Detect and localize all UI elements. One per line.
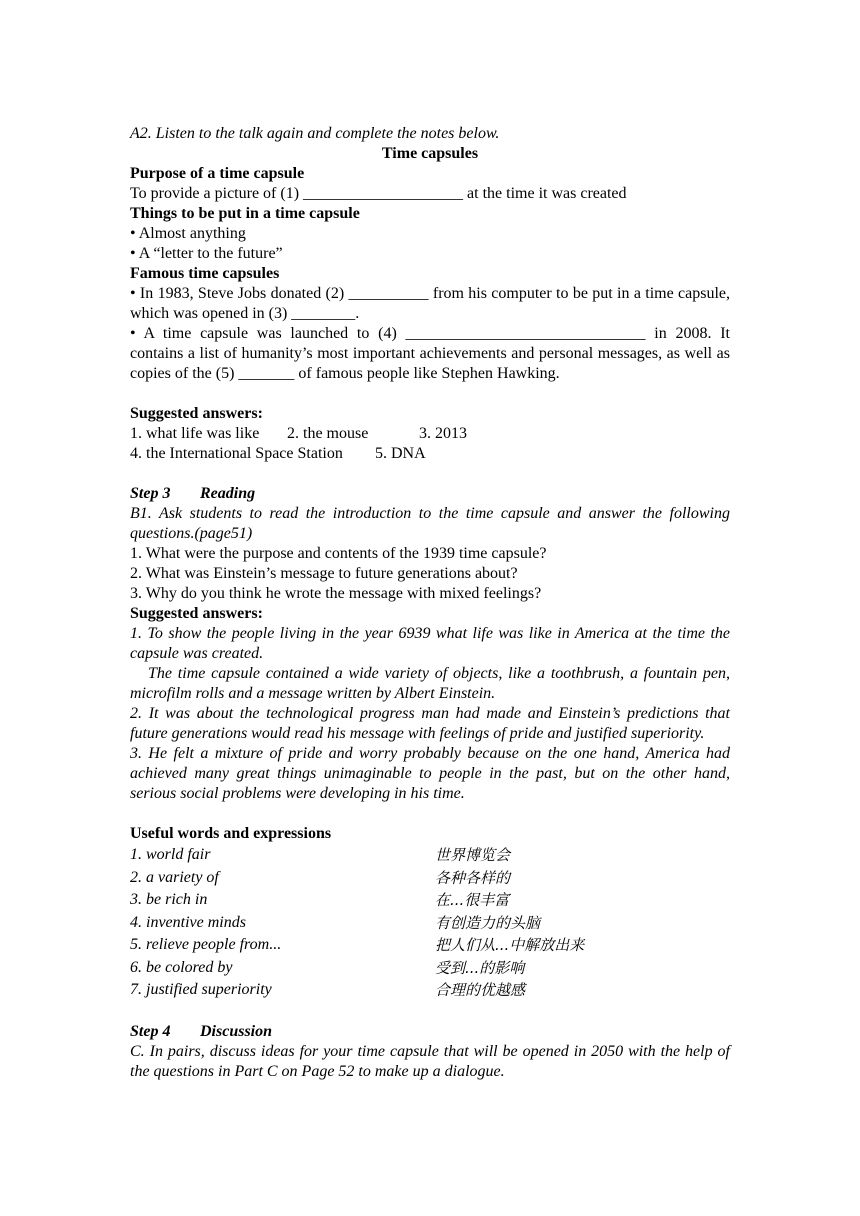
a2-instruction: A2. Listen to the talk again and complete the notes below.: [130, 125, 500, 142]
word-row: [130, 934, 730, 957]
word-en: 2. a variety of: [130, 868, 219, 886]
word-en: 6. be colored by: [130, 958, 233, 976]
word-zh: 受到...的影响: [435, 958, 525, 977]
step3-answer-1b: The time capsule contained a wide variety of objects, like a toothbrush, a fountain pen, microfilm rolls and a message written by Albert Einstein.: [130, 665, 730, 702]
step3-heading: [130, 484, 730, 504]
a2-answers-heading: Suggested answers:: [130, 405, 263, 422]
step4-name: Discussion: [200, 1022, 273, 1040]
word-zh: 有创造力的头脑: [435, 913, 541, 932]
things-item: • Almost anything: [130, 225, 246, 242]
step3-answer-3: 3. He felt a mixture of pride and worry probably because on the one hand, America had achieved many great things unimaginable to people in the past, but on the other hand, serious social problems were developing in his time.: [130, 745, 730, 802]
a2-answers-row-1: [130, 424, 730, 444]
step3-answers-heading: Suggested answers:: [130, 605, 263, 622]
word-zh: 合理的优越感: [435, 981, 526, 999]
step4-heading: [130, 1022, 730, 1042]
word-row: [130, 889, 730, 912]
famous-item-1: • In 1983, Steve Jobs donated (2) __________ from his computer to be put in a time capsule, which was opened in (3) ________.: [130, 285, 730, 322]
useful-heading: Useful words and expressions: [130, 825, 332, 842]
useful-words-list: [130, 844, 730, 1002]
c-instruction: C. In pairs, discuss ideas for your time capsule that will be opened in 2050 with the help of the questions in Part C on Page 52 to make up a dialogue.: [130, 1042, 730, 1080]
question: 2. What was Einstein’s message to future generations about?: [130, 565, 518, 582]
word-row: [130, 912, 730, 935]
word-en: 7. justified superiority: [130, 981, 272, 998]
word-en: 5. relieve people from...: [130, 936, 282, 953]
word-zh: 在...很丰富: [435, 891, 510, 909]
word-row: [130, 979, 730, 1002]
a2-answers-row-2: [130, 444, 730, 464]
famous-heading: Famous time capsules: [130, 265, 280, 282]
word-zh: 各种各样的: [435, 868, 511, 887]
step3-answer-1a: 1. To show the people living in the year 6939 what life was like in America at the time the capsule was created.: [130, 625, 730, 662]
purpose-text: To provide a picture of (1) ____________________ at the time it was created: [130, 185, 627, 202]
answer-1: 1. what life was like: [130, 425, 260, 442]
things-heading: Things to be put in a time capsule: [130, 205, 360, 222]
things-item: • A “letter to the future”: [130, 245, 283, 262]
step3-answer-2: 2. It was about the technological progress man had made and Einstein’s predictions that future generations would read his message with feelings of pride and justified superiority.: [130, 705, 730, 742]
word-row: [130, 867, 730, 890]
answer-3: 3. 2013: [419, 425, 467, 442]
answer-5: 5. DNA: [375, 445, 426, 462]
b1-instruction: B1. Ask students to read the introduction to the time capsule and answer the following questions.(page51): [130, 505, 730, 542]
word-zh: 把人们从...中解放出来: [435, 936, 585, 954]
word-row: [130, 844, 730, 867]
step3-label: Step 3: [130, 485, 171, 502]
word-row: [130, 957, 730, 980]
word-en: 3. be rich in: [130, 891, 208, 908]
purpose-heading: Purpose of a time capsule: [130, 165, 305, 182]
answer-4: 4. the International Space Station: [130, 445, 343, 462]
notes-title: Time capsules: [381, 145, 479, 162]
famous-item-2: • A time capsule was launched to (4) ______________________________ in 2008. It contains a list of humanity’s most important achievements and personal messages, as well as copies of the (5) _______ of famous people like Stephen Hawking.: [130, 325, 730, 382]
word-en: 1. world fair: [130, 846, 211, 863]
question: 1. What were the purpose and contents of the 1939 time capsule?: [130, 545, 547, 562]
question: 3. Why do you think he wrote the message with mixed feelings?: [130, 585, 542, 602]
step4-label: Step 4: [130, 1022, 171, 1040]
word-en: 4. inventive minds: [130, 913, 246, 931]
document-content: [130, 124, 730, 1082]
word-zh: 世界博览会: [435, 846, 511, 864]
answer-2: 2. the mouse: [287, 425, 369, 442]
step3-name: Reading: [200, 485, 256, 502]
